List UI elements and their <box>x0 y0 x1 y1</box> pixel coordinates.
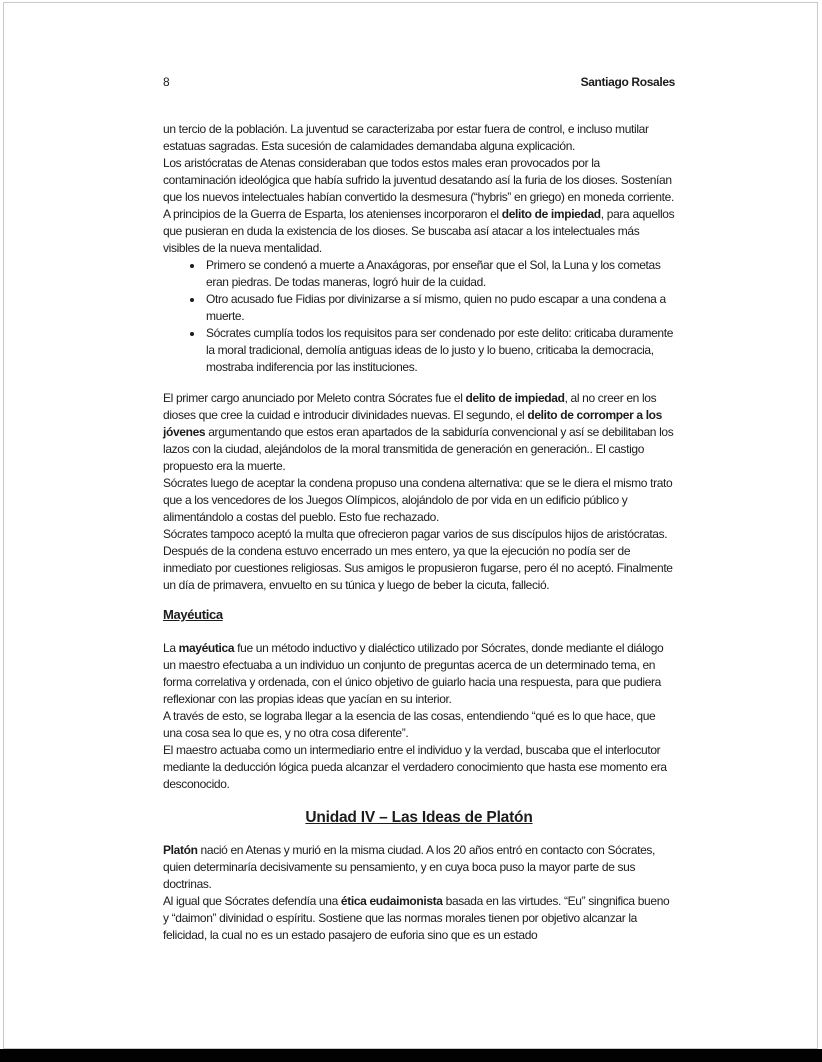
bold-text-run: delito de impiedad <box>501 207 601 221</box>
text-run: A principios de la Guerra de Esparta, los atenienses incorporaron el <box>163 207 502 221</box>
paragraph <box>163 475 675 526</box>
bold-text-run: delito de corromper a los jóvenes <box>163 408 662 439</box>
text-run: El maestro actuaba como un intermediario entre el individuo y la verdad, buscaba que el interlocutor mediante la deducción lógica pueda alcanzar el verdadero conocimiento que hasta ese momento era desconocido. <box>163 743 667 791</box>
paragraph <box>163 526 675 543</box>
text-run: , al no creer en los dioses que cree la cuidad e introducir divinidades nuevas. El segundo, el <box>163 391 657 422</box>
page-content <box>163 74 675 944</box>
bold-text-run: ética eudaimonista <box>340 894 443 908</box>
bullet-item <box>204 257 675 291</box>
page-number: 8 <box>163 75 170 89</box>
text-run: Primero se condenó a muerte a Anaxágoras, por enseñar que el Sol, la Luna y los cometas eran piedras. De todas maneras, logró huir de la cuidad. <box>206 258 661 289</box>
paragraph <box>163 121 675 155</box>
text-run: A través de esto, se lograba llegar a la esencia de las cosas, entendiendo “qué es lo que hace, que una cosa sea lo que es, y no otra cosa diferente”. <box>163 709 656 740</box>
text-run: Al igual que Sócrates defendía una <box>163 894 341 908</box>
author-name: Santiago Rosales <box>580 75 675 89</box>
paragraph <box>163 842 675 893</box>
text-run: Después de la condena estuvo encerrado un mes entero, ya que la ejecución no podía ser de inmediato por cuestiones religiosas. Sus amigos le propusieron fugarse, pero él no aceptó. Finalmente un día de primavera, envuelto en su túnica y luego de beber la cicuta, falleció. <box>163 544 673 592</box>
page-header <box>163 74 675 91</box>
spacer <box>163 624 675 640</box>
spacer <box>163 828 675 842</box>
text-run: , para aquellos que pusieran en duda la existencia de los dioses. Se buscaba así atacar a los intelectuales más visibles de la nueva mentalidad. <box>163 207 675 255</box>
text-run: fue un método inductivo y dialéctico utilizado por Sócrates, donde mediante el diálogo un maestro efectuaba a un individuo un conjunto de preguntas acerca de un determinado tema, en forma correlativa y ordenada, con el único objetivo de guiarlo hacia una respuesta, para que pudiera reflexionar con las propias ideas que yacían en su interior. <box>163 641 664 706</box>
bold-text-run: mayéutica <box>178 641 235 655</box>
bullet-item <box>204 325 675 376</box>
document-body <box>163 121 675 944</box>
bold-text-run: delito de impiedad <box>465 391 565 405</box>
text-run: El primer cargo anunciado por Meleto contra Sócrates fue el <box>163 391 466 405</box>
text-run: Los aristócratas de Atenas consideraban que todos estos males eran provocados por la contaminación ideológica que había sufrido la juventud desatando así la furia de los dioses. Sostenían que los nuevos intelectuales habían convertido la desmesura (“hybris” en griego) en moneda corriente. <box>163 156 674 204</box>
bold-text-run: Platón <box>163 843 198 857</box>
text-run: un tercio de la población. La juventud se caracterizaba por estar fuera de control, e incluso mutilar estatuas sagradas. Esta sucesión de calamidades demandaba alguna explicación. <box>163 122 649 153</box>
text-run: Sócrates cumplía todos los requisitos para ser condenado por este delito: criticaba duramente la moral tradicional, demolía antiguas ideas de lo justo y lo bueno, criticaba la democracia, mostraba indiferencia por las instituciones. <box>206 326 674 374</box>
subsection-title <box>163 606 675 624</box>
section-title <box>163 807 675 828</box>
paragraph <box>163 742 675 793</box>
bullet-item <box>204 291 675 325</box>
text-run: Otro acusado fue Fidias por divinizarse a sí mismo, quien no pudo escapar a una condena a muerte. <box>206 292 666 323</box>
bullet-list <box>163 257 675 376</box>
text-run: argumentando que estos eran apartados de la sabiduría convencional y así se debilitaban los lazos con la ciudad, alejándolos de la moral transmitida de generación en generación.. El castigo propuesto era la muerte. <box>163 425 674 473</box>
text-run: nació en Atenas y murió en la misma ciudad. A los 20 años entró en contacto con Sócrates, quien determinaría decisivamente su pensamiento, y en cuya boca puso la mayor parte de sus doctrinas. <box>163 843 656 891</box>
paragraph <box>163 155 675 206</box>
paragraph <box>163 543 675 594</box>
spacer <box>163 376 675 390</box>
spacer <box>163 594 675 606</box>
paragraph <box>163 893 675 944</box>
bottom-bar <box>0 1049 822 1062</box>
spacer <box>163 793 675 807</box>
text-run: Sócrates luego de aceptar la condena propuso una condena alternativa: que se le diera el mismo trato que a los vencedores de los Juegos Olímpicos, alojándolo de por vida en un edificio público y alimentándolo a costas del pueblo. Esto fue rechazado. <box>163 476 673 524</box>
heading-text: Mayéutica <box>163 607 223 622</box>
paragraph <box>163 640 675 708</box>
paragraph <box>163 390 675 475</box>
text-run: La <box>163 641 179 655</box>
text-run: basada en las virtudes. “Eu” singnifica bueno y “daimon” divinidad o espíritu. Sostiene que las normas morales tienen por objetivo alcanzar la felicidad, la cual no es un estado pasajero de euforia sino que es un estado <box>163 894 670 942</box>
heading-text: Unidad IV – Las Ideas de Platón <box>305 809 533 826</box>
text-run: Sócrates tampoco aceptó la multa que ofrecieron pagar varios de sus discípulos hijos de aristócratas. <box>163 527 668 541</box>
paragraph <box>163 206 675 257</box>
paragraph <box>163 708 675 742</box>
